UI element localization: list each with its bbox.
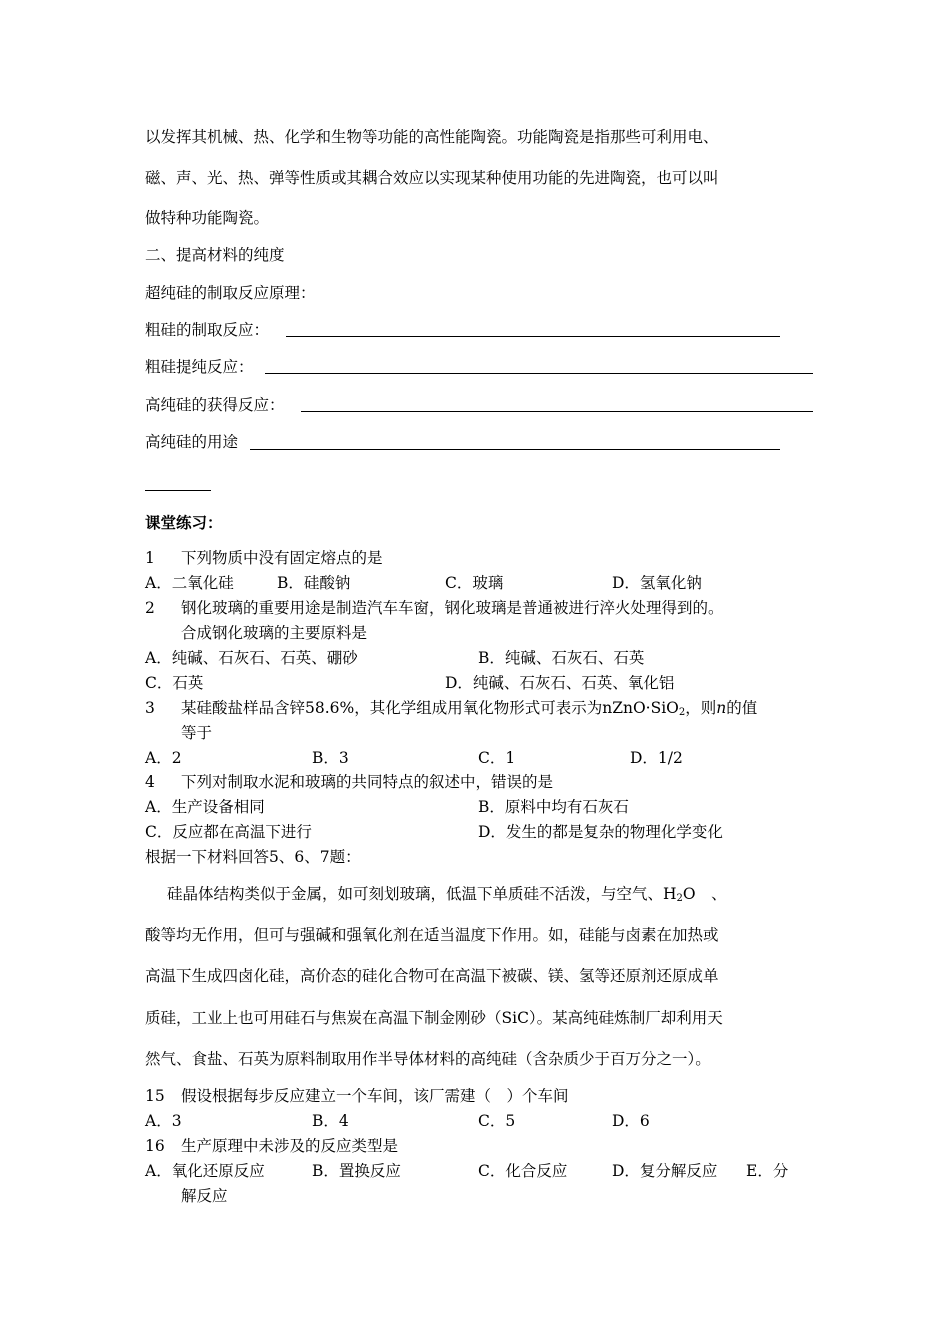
q3-stem-2: 等于 <box>181 724 213 742</box>
q1-option-d: D．氢氧化钠 <box>612 574 702 592</box>
q3-stem-1: 某硅酸盐样品含锌58.6%，其化学组成用氧化物形式可表示为nZnO·SiO$_2$，则n的值 <box>181 699 758 718</box>
crude-silicon-blank[interactable] <box>286 336 780 337</box>
section-subheading: 超纯硅的制取反应原理： <box>145 284 316 302</box>
q15-number: 15 <box>145 1087 165 1105</box>
q4-option-a: A．生产设备相同 <box>145 798 265 816</box>
q2-stem-2: 合成钢化玻璃的主要原料是 <box>181 624 368 642</box>
q4-stem: 下列对制取水泥和玻璃的共同特点的叙述中，错误的是 <box>181 773 554 791</box>
q3-option-b: B．3 <box>312 749 349 767</box>
material-line-1: 硅晶体结构类似于金属，如可刻划玻璃，低温下单质硅不活泼，与空气、$H_2O$ 、 <box>167 885 727 904</box>
intro-line-3: 做特种功能陶瓷。 <box>145 209 270 227</box>
purify-label: 粗硅提纯反应： <box>145 358 254 376</box>
q15-option-d: D．6 <box>612 1112 650 1130</box>
q3-number: 3 <box>145 699 155 717</box>
q2-option-d: D．纯碱、石灰石、石英、氧化铝 <box>445 674 675 692</box>
q1-option-b: B．硅酸钠 <box>277 574 351 592</box>
q1-number: 1 <box>145 549 155 567</box>
q3-option-d: D．1/2 <box>630 749 683 767</box>
q2-option-b: B．纯碱、石灰石、石英 <box>478 649 645 667</box>
material-intro: 根据一下材料回答5、6、7题： <box>145 848 361 866</box>
crude-silicon-label: 粗硅的制取反应： <box>145 321 270 339</box>
q16-option-b: B．置换反应 <box>312 1162 401 1180</box>
intro-line-2: 磁、声、光、热、弹等性质或其耦合效应以实现某种使用功能的先进陶瓷，也可以叫 <box>145 169 719 187</box>
q16-option-d: D．复分解反应 <box>612 1162 718 1180</box>
material-line-3: 高温下生成四卤化硅，高价态的硅化合物可在高温下被碳、镁、氢等还原剂还原成单 <box>145 967 719 985</box>
q3-option-c: C．1 <box>478 749 516 767</box>
q3-option-a: A．2 <box>145 749 182 767</box>
q2-option-c: C．石英 <box>145 674 204 692</box>
q15-option-a: A．3 <box>145 1112 182 1130</box>
use-label: 高纯硅的用途 <box>145 433 239 451</box>
q4-option-b: B．原料中均有石灰石 <box>478 798 629 816</box>
q1-option-a: A．二氧化硅 <box>145 574 234 592</box>
material-line-5: 然气、食盐、石英为原料制取用作半导体材料的高纯硅（含杂质少于百万分之一）。 <box>145 1050 711 1068</box>
q16-number: 16 <box>145 1137 165 1155</box>
q16-stem: 生产原理中未涉及的反应类型是 <box>181 1137 399 1155</box>
material-line-2: 酸等均无作用，但可与强碱和强氧化剂在适当温度下作用。如，硅能与卤素在加热或 <box>145 926 719 944</box>
q4-option-d: D．发生的都是复杂的物理化学变化 <box>478 823 723 841</box>
q2-option-a: A．纯碱、石灰石、石英、硼砂 <box>145 649 358 667</box>
q15-option-b: B．4 <box>312 1112 349 1130</box>
q15-stem: 假设根据每步反应建立一个车间，该厂需建（ ）个车间 <box>181 1087 569 1105</box>
practice-title: 课堂练习： <box>145 513 223 532</box>
q16-option-e: E．分 <box>746 1162 789 1180</box>
section-heading: 二、提高材料的纯度 <box>145 246 285 264</box>
q16-option-a: A．氧化还原反应 <box>145 1162 265 1180</box>
use-blank[interactable] <box>250 449 780 450</box>
q2-stem-1: 钢化玻璃的重要用途是制造汽车车窗，钢化玻璃是普通被进行淬火处理得到的。 <box>181 599 724 617</box>
q16-option-c: C．化合反应 <box>478 1162 568 1180</box>
obtain-label: 高纯硅的获得反应： <box>145 396 285 414</box>
material-line-4: 质硅，工业上也可用硅石与焦炭在高温下制金刚砂（SiC）。某高纯硅炼制厂却利用天 <box>145 1009 723 1027</box>
q16-option-e-cont: 解反应 <box>181 1187 228 1205</box>
q4-option-c: C．反应都在高温下进行 <box>145 823 312 841</box>
use-blank-continued[interactable] <box>145 490 211 491</box>
q4-number: 4 <box>145 773 155 791</box>
q1-option-c: C．玻璃 <box>445 574 504 592</box>
intro-line-1: 以发挥其机械、热、化学和生物等功能的高性能陶瓷。功能陶瓷是指那些可利用电、 <box>145 128 719 146</box>
q2-number: 2 <box>145 599 155 617</box>
q15-option-c: C．5 <box>478 1112 516 1130</box>
obtain-blank[interactable] <box>301 411 813 412</box>
q1-stem: 下列物质中没有固定熔点的是 <box>181 549 383 567</box>
purify-blank[interactable] <box>265 373 813 374</box>
